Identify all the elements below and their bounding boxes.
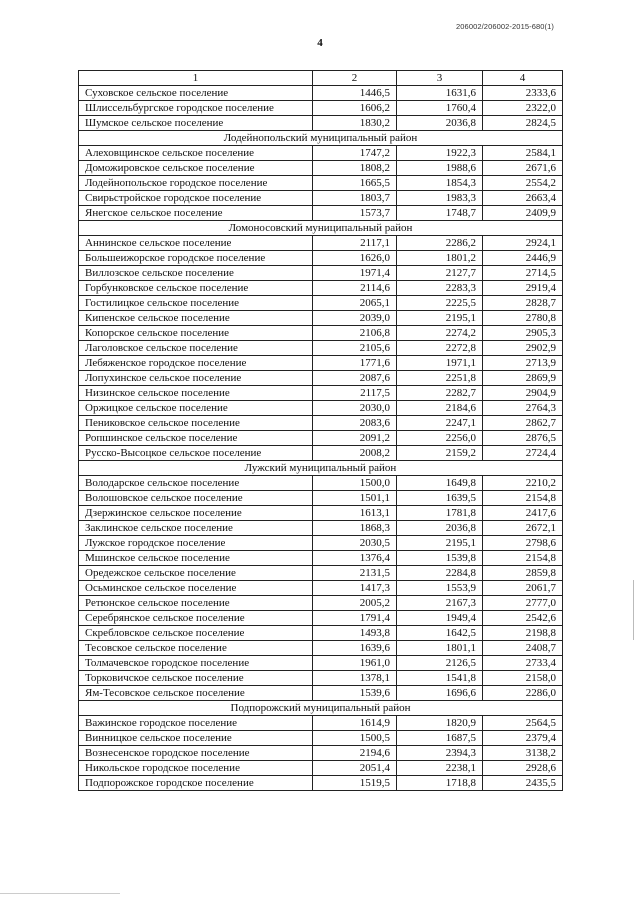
settlement-name: Никольское городское поселение xyxy=(79,761,313,776)
value-col-3: 1639,5 xyxy=(397,491,483,506)
table-row xyxy=(79,341,563,356)
district-header-row xyxy=(79,701,563,716)
settlement-name: Волошовское сельское поселение xyxy=(79,491,313,506)
value-col-2: 1613,1 xyxy=(313,506,397,521)
table-row xyxy=(79,641,563,656)
value-col-4: 2333,6 xyxy=(483,86,563,101)
value-col-2: 2087,6 xyxy=(313,371,397,386)
value-col-4: 2198,8 xyxy=(483,626,563,641)
settlement-name: Доможировское сельское поселение xyxy=(79,161,313,176)
settlement-name: Торковичское сельское поселение xyxy=(79,671,313,686)
column-header: 3 xyxy=(397,71,483,86)
value-col-3: 2126,5 xyxy=(397,656,483,671)
district-title: Лодейнопольский муниципальный район xyxy=(79,131,563,146)
column-header: 1 xyxy=(79,71,313,86)
value-col-4: 2210,2 xyxy=(483,476,563,491)
settlement-name: Виллозское сельское поселение xyxy=(79,266,313,281)
settlement-name: Лодейнопольское городское поселение xyxy=(79,176,313,191)
value-col-4: 2417,6 xyxy=(483,506,563,521)
value-col-4: 2780,8 xyxy=(483,311,563,326)
settlement-name: Янегское сельское поселение xyxy=(79,206,313,221)
value-col-2: 2117,1 xyxy=(313,236,397,251)
table-row xyxy=(79,716,563,731)
value-col-3: 1696,6 xyxy=(397,686,483,701)
table-row xyxy=(79,611,563,626)
settlement-name: Заклинское сельское поселение xyxy=(79,521,313,536)
value-col-4: 2158,0 xyxy=(483,671,563,686)
settlement-name: Копорское сельское поселение xyxy=(79,326,313,341)
table-row xyxy=(79,656,563,671)
value-col-4: 2904,9 xyxy=(483,386,563,401)
district-header-row xyxy=(79,131,563,146)
settlement-name: Тесовское сельское поселение xyxy=(79,641,313,656)
value-col-4: 2905,3 xyxy=(483,326,563,341)
settlement-name: Лопухинское сельское поселение xyxy=(79,371,313,386)
table-row xyxy=(79,566,563,581)
settlement-name: Подпорожское городское поселение xyxy=(79,776,313,791)
value-col-3: 1642,5 xyxy=(397,626,483,641)
value-col-2: 1606,2 xyxy=(313,101,397,116)
value-col-2: 2091,2 xyxy=(313,431,397,446)
column-header: 4 xyxy=(483,71,563,86)
table-row xyxy=(79,476,563,491)
value-col-2: 1573,7 xyxy=(313,206,397,221)
settlement-name: Оредежское сельское поселение xyxy=(79,566,313,581)
value-col-4: 2061,7 xyxy=(483,581,563,596)
value-col-4: 2902,9 xyxy=(483,341,563,356)
table-row xyxy=(79,551,563,566)
value-col-4: 2542,6 xyxy=(483,611,563,626)
settlement-name: Володарское сельское поселение xyxy=(79,476,313,491)
value-col-2: 2005,2 xyxy=(313,596,397,611)
settlement-name: Мшинское сельское поселение xyxy=(79,551,313,566)
value-col-3: 2282,7 xyxy=(397,386,483,401)
settlement-name: Дзержинское сельское поселение xyxy=(79,506,313,521)
value-col-2: 2114,6 xyxy=(313,281,397,296)
table-row xyxy=(79,446,563,461)
table-row xyxy=(79,626,563,641)
value-col-3: 1820,9 xyxy=(397,716,483,731)
value-col-2: 1771,6 xyxy=(313,356,397,371)
value-col-4: 2435,5 xyxy=(483,776,563,791)
value-col-3: 2036,8 xyxy=(397,116,483,131)
value-col-4: 2446,9 xyxy=(483,251,563,266)
table-row xyxy=(79,311,563,326)
value-col-3: 1649,8 xyxy=(397,476,483,491)
value-col-3: 1971,1 xyxy=(397,356,483,371)
value-col-4: 2286,0 xyxy=(483,686,563,701)
table-row xyxy=(79,491,563,506)
settlement-name: Свирьстройское городское поселение xyxy=(79,191,313,206)
table-row xyxy=(79,581,563,596)
value-col-4: 2379,4 xyxy=(483,731,563,746)
value-col-2: 1539,6 xyxy=(313,686,397,701)
settlement-name: Оржицкое сельское поселение xyxy=(79,401,313,416)
settlement-name: Важинское городское поселение xyxy=(79,716,313,731)
settlement-name: Осьминское сельское поселение xyxy=(79,581,313,596)
value-col-2: 1493,8 xyxy=(313,626,397,641)
value-col-4: 3138,2 xyxy=(483,746,563,761)
value-col-3: 1748,7 xyxy=(397,206,483,221)
value-col-2: 2117,5 xyxy=(313,386,397,401)
scan-footer-line xyxy=(0,893,120,894)
table-row xyxy=(79,686,563,701)
district-title: Ломоносовский муниципальный район xyxy=(79,221,563,236)
district-title: Лужский муниципальный район xyxy=(79,461,563,476)
table-row xyxy=(79,176,563,191)
table-row xyxy=(79,296,563,311)
value-col-2: 2039,0 xyxy=(313,311,397,326)
value-col-4: 2584,1 xyxy=(483,146,563,161)
settlement-name: Ретюнское сельское поселение xyxy=(79,596,313,611)
settlement-name: Шлиссельбургское городское поселение xyxy=(79,101,313,116)
settlement-name: Серебрянское сельское поселение xyxy=(79,611,313,626)
value-col-4: 2862,7 xyxy=(483,416,563,431)
value-col-4: 2554,2 xyxy=(483,176,563,191)
value-col-4: 2724,4 xyxy=(483,446,563,461)
document-code: 206002/206002-2015-680(1) xyxy=(456,22,554,31)
district-header-row xyxy=(79,461,563,476)
value-col-3: 2274,2 xyxy=(397,326,483,341)
settlement-name: Толмачевское городское поселение xyxy=(79,656,313,671)
table-row xyxy=(79,401,563,416)
value-col-4: 2869,9 xyxy=(483,371,563,386)
value-col-3: 2247,1 xyxy=(397,416,483,431)
table-row xyxy=(79,536,563,551)
table-row xyxy=(79,206,563,221)
table-row xyxy=(79,236,563,251)
settlement-name: Ям-Тесовское сельское поселение xyxy=(79,686,313,701)
table-row xyxy=(79,161,563,176)
value-col-4: 2828,7 xyxy=(483,296,563,311)
value-col-3: 2184,6 xyxy=(397,401,483,416)
value-col-4: 2322,0 xyxy=(483,101,563,116)
settlement-name: Русско-Высоцкое сельское поселение xyxy=(79,446,313,461)
value-col-3: 1854,3 xyxy=(397,176,483,191)
value-col-4: 2154,8 xyxy=(483,491,563,506)
value-col-4: 2671,6 xyxy=(483,161,563,176)
value-col-2: 1639,6 xyxy=(313,641,397,656)
value-col-3: 1801,2 xyxy=(397,251,483,266)
value-col-4: 2733,4 xyxy=(483,656,563,671)
value-col-3: 1801,1 xyxy=(397,641,483,656)
value-col-2: 1791,4 xyxy=(313,611,397,626)
value-col-3: 2195,1 xyxy=(397,311,483,326)
table-row xyxy=(79,251,563,266)
value-col-2: 2131,5 xyxy=(313,566,397,581)
value-col-3: 2272,8 xyxy=(397,341,483,356)
settlement-name: Вознесенское городское поселение xyxy=(79,746,313,761)
value-col-4: 2672,1 xyxy=(483,521,563,536)
table-row xyxy=(79,776,563,791)
value-col-2: 1747,2 xyxy=(313,146,397,161)
settlement-name: Скребловское сельское поселение xyxy=(79,626,313,641)
table-row xyxy=(79,746,563,761)
value-col-4: 2777,0 xyxy=(483,596,563,611)
table-row xyxy=(79,281,563,296)
value-col-2: 1500,0 xyxy=(313,476,397,491)
settlement-values-table xyxy=(78,70,563,791)
value-col-3: 1718,8 xyxy=(397,776,483,791)
table-row xyxy=(79,191,563,206)
value-col-2: 1971,4 xyxy=(313,266,397,281)
value-col-2: 2105,6 xyxy=(313,341,397,356)
settlement-name: Низинское сельское поселение xyxy=(79,386,313,401)
value-col-2: 1868,3 xyxy=(313,521,397,536)
value-col-2: 1808,2 xyxy=(313,161,397,176)
settlement-name: Гостилицкое сельское поселение xyxy=(79,296,313,311)
district-header-row xyxy=(79,221,563,236)
table-row xyxy=(79,371,563,386)
table-header-row xyxy=(79,71,563,86)
value-col-3: 2256,0 xyxy=(397,431,483,446)
settlement-name: Лебяженское городское поселение xyxy=(79,356,313,371)
value-col-3: 2394,3 xyxy=(397,746,483,761)
settlement-name: Суховское сельское поселение xyxy=(79,86,313,101)
settlement-name: Пениковское сельское поселение xyxy=(79,416,313,431)
value-col-3: 2036,8 xyxy=(397,521,483,536)
value-col-4: 2876,5 xyxy=(483,431,563,446)
table-row xyxy=(79,596,563,611)
value-col-2: 2030,0 xyxy=(313,401,397,416)
value-col-2: 1376,4 xyxy=(313,551,397,566)
value-col-3: 2167,3 xyxy=(397,596,483,611)
value-col-3: 2251,8 xyxy=(397,371,483,386)
value-col-4: 2798,6 xyxy=(483,536,563,551)
value-col-3: 1541,8 xyxy=(397,671,483,686)
settlement-name: Большеижорское городское поселение xyxy=(79,251,313,266)
value-col-2: 1378,1 xyxy=(313,671,397,686)
value-col-3: 2284,8 xyxy=(397,566,483,581)
value-col-2: 1803,7 xyxy=(313,191,397,206)
value-col-4: 2408,7 xyxy=(483,641,563,656)
value-col-3: 2283,3 xyxy=(397,281,483,296)
table-row xyxy=(79,761,563,776)
value-col-2: 1961,0 xyxy=(313,656,397,671)
value-col-3: 1631,6 xyxy=(397,86,483,101)
value-col-4: 2714,5 xyxy=(483,266,563,281)
value-col-3: 2127,7 xyxy=(397,266,483,281)
value-col-3: 1949,4 xyxy=(397,611,483,626)
value-col-3: 1687,5 xyxy=(397,731,483,746)
table-row xyxy=(79,431,563,446)
value-col-2: 2194,6 xyxy=(313,746,397,761)
value-col-3: 2195,1 xyxy=(397,536,483,551)
settlement-name: Винницкое сельское поселение xyxy=(79,731,313,746)
table-row xyxy=(79,356,563,371)
settlement-name: Лаголовское сельское поселение xyxy=(79,341,313,356)
value-col-2: 2030,5 xyxy=(313,536,397,551)
table-row xyxy=(79,731,563,746)
value-col-4: 2928,6 xyxy=(483,761,563,776)
value-col-4: 2859,8 xyxy=(483,566,563,581)
table-row xyxy=(79,521,563,536)
table-row xyxy=(79,266,563,281)
value-col-3: 2225,5 xyxy=(397,296,483,311)
value-col-3: 1760,4 xyxy=(397,101,483,116)
value-col-2: 1519,5 xyxy=(313,776,397,791)
settlement-name: Кипенское сельское поселение xyxy=(79,311,313,326)
value-col-3: 2286,2 xyxy=(397,236,483,251)
value-col-2: 1417,3 xyxy=(313,581,397,596)
value-col-2: 1446,5 xyxy=(313,86,397,101)
value-col-4: 2924,1 xyxy=(483,236,563,251)
value-col-2: 1665,5 xyxy=(313,176,397,191)
value-col-2: 2106,8 xyxy=(313,326,397,341)
value-col-2: 1501,1 xyxy=(313,491,397,506)
settlement-name: Лужское городское поселение xyxy=(79,536,313,551)
page-number: 4 xyxy=(317,37,323,49)
table-row xyxy=(79,86,563,101)
value-col-2: 1614,9 xyxy=(313,716,397,731)
value-col-3: 1983,3 xyxy=(397,191,483,206)
value-col-3: 1922,3 xyxy=(397,146,483,161)
value-col-4: 2713,9 xyxy=(483,356,563,371)
table-row xyxy=(79,116,563,131)
table-row xyxy=(79,101,563,116)
value-col-4: 2919,4 xyxy=(483,281,563,296)
table-row xyxy=(79,671,563,686)
value-col-4: 2154,8 xyxy=(483,551,563,566)
data-table-container xyxy=(78,70,563,791)
settlement-name: Аннинское сельское поселение xyxy=(79,236,313,251)
value-col-2: 2083,6 xyxy=(313,416,397,431)
value-col-3: 2238,1 xyxy=(397,761,483,776)
value-col-2: 1626,0 xyxy=(313,251,397,266)
settlement-name: Шумское сельское поселение xyxy=(79,116,313,131)
column-header: 2 xyxy=(313,71,397,86)
value-col-3: 1988,6 xyxy=(397,161,483,176)
value-col-2: 2051,4 xyxy=(313,761,397,776)
value-col-3: 1539,8 xyxy=(397,551,483,566)
scan-margin-mark xyxy=(633,580,634,640)
value-col-4: 2564,5 xyxy=(483,716,563,731)
value-col-4: 2764,3 xyxy=(483,401,563,416)
value-col-4: 2409,9 xyxy=(483,206,563,221)
value-col-3: 1553,9 xyxy=(397,581,483,596)
value-col-4: 2663,4 xyxy=(483,191,563,206)
table-row xyxy=(79,386,563,401)
value-col-2: 1500,5 xyxy=(313,731,397,746)
table-row xyxy=(79,326,563,341)
value-col-3: 2159,2 xyxy=(397,446,483,461)
value-col-4: 2824,5 xyxy=(483,116,563,131)
settlement-name: Алеховщинское сельское поселение xyxy=(79,146,313,161)
district-title: Подпорожский муниципальный район xyxy=(79,701,563,716)
value-col-2: 2065,1 xyxy=(313,296,397,311)
value-col-2: 1830,2 xyxy=(313,116,397,131)
value-col-2: 2008,2 xyxy=(313,446,397,461)
table-row xyxy=(79,416,563,431)
table-body xyxy=(79,71,563,791)
table-row xyxy=(79,506,563,521)
table-row xyxy=(79,146,563,161)
settlement-name: Горбунковское сельское поселение xyxy=(79,281,313,296)
settlement-name: Ропшинское сельское поселение xyxy=(79,431,313,446)
value-col-3: 1781,8 xyxy=(397,506,483,521)
